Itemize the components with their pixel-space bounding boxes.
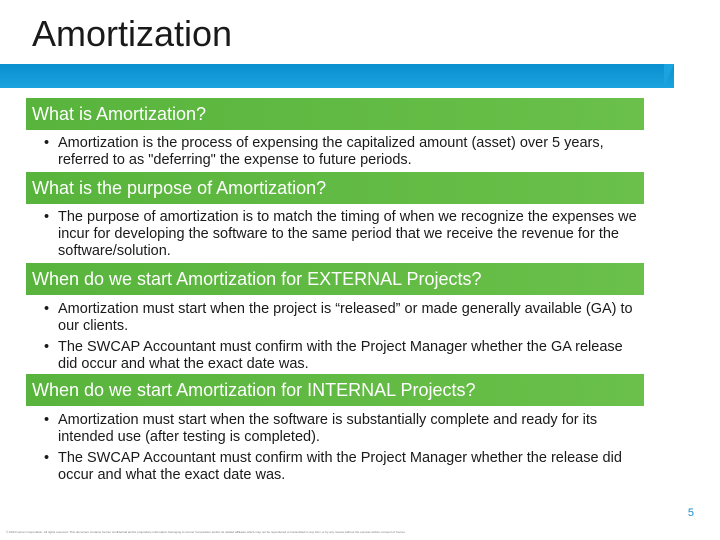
bullet-list: [26, 295, 644, 373]
bullet-dot-icon: •: [44, 412, 50, 428]
bullet-dot-icon: •: [44, 209, 50, 225]
bullet-dot-icon: •: [44, 301, 50, 317]
bullet-text: Amortization is the process of expensing the capitalized amount (asset) over 5 years, referred to as "deferring" the expense to future periods.: [58, 135, 604, 168]
bullet-item: [26, 450, 644, 484]
bullet-item: [26, 412, 644, 446]
bullet-dot-icon: •: [44, 450, 50, 466]
bullet-text: The purpose of amortization is to match the timing of when we recognize the expenses we incur for developing the software to the same period that we receive the revenue for the software/solution.: [58, 209, 637, 259]
bullet-dot-icon: •: [44, 135, 50, 151]
section-purpose-of-amortization: [26, 172, 644, 260]
bullet-text: The SWCAP Accountant must confirm with the Project Manager whether the GA release did occur and what the exact date was.: [58, 339, 623, 372]
section-external-projects: [26, 263, 644, 373]
title-accent-band-tail: [664, 64, 674, 88]
bullet-text: Amortization must start when the project is “released” or made generally available (GA) to our clients.: [58, 301, 633, 334]
bullet-item: [26, 301, 644, 335]
bullet-list: [26, 204, 644, 260]
page-number: 5: [687, 507, 694, 519]
title-accent-band: [0, 64, 674, 88]
section-header: When do we start Amortization for INTERNAL Projects?: [26, 374, 644, 406]
bullet-text: Amortization must start when the software is substantially complete and ready for its intended use (after testing is completed).: [58, 412, 598, 445]
section-header: When do we start Amortization for EXTERNAL Projects?: [26, 263, 644, 295]
footer-legal-text: © 2014 Cerner Corporation. All rights reserved. This document contains Cerner confidential and/or proprietary information belonging to Cerner Corporation and/or its related affiliates which may not be reproduced or transmitted in any form or by any means without the express written consent of Cerner.: [6, 530, 406, 534]
bullet-list: [26, 406, 644, 484]
section-internal-projects: [26, 374, 644, 484]
section-what-is-amortization: [26, 98, 644, 169]
bullet-item: [26, 135, 644, 169]
slide-title: Amortization: [32, 13, 233, 54]
section-header: What is Amortization?: [26, 98, 644, 130]
bullet-text: The SWCAP Accountant must confirm with the Project Manager whether the release did occur and what the exact date was.: [58, 450, 622, 483]
bullet-item: [26, 209, 644, 260]
bullet-item: [26, 339, 644, 373]
bullet-dot-icon: •: [44, 339, 50, 355]
bullet-list: [26, 130, 644, 169]
section-header: What is the purpose of Amortization?: [26, 172, 644, 204]
